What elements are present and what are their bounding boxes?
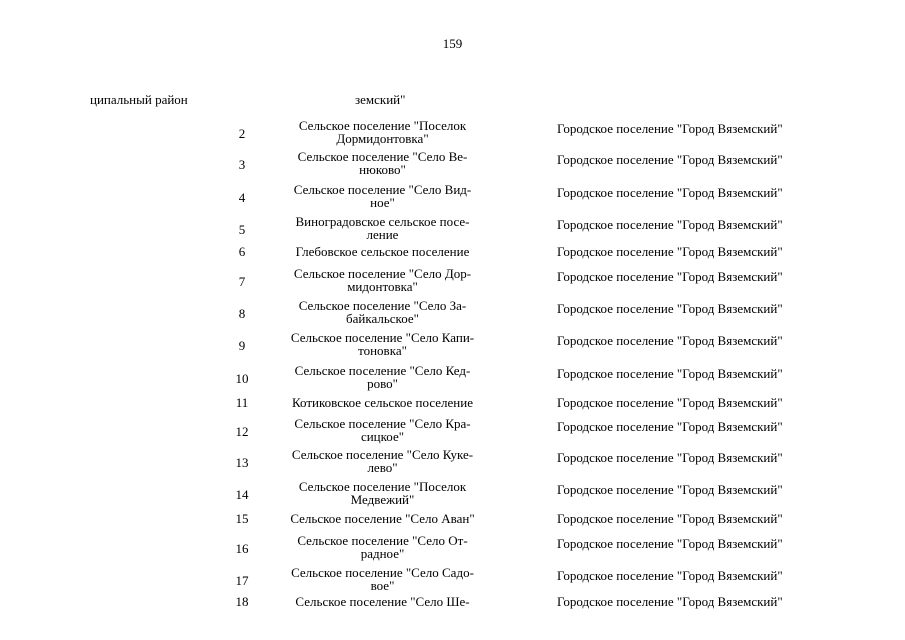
settlement-name-line: Сельское поселение "Поселок [298, 479, 467, 494]
settlement-name-line: ление [366, 227, 399, 242]
settlement-name-line: Медвежий" [350, 492, 415, 507]
settlement-name [275, 267, 490, 293]
settlement-name-line: сицкое" [360, 429, 405, 444]
settlement-name-fragment: земский" [355, 92, 406, 107]
row-number: 3 [238, 157, 246, 172]
settlement-name [275, 448, 490, 474]
row-number: 6 [238, 244, 246, 259]
merged-into-settlement: Городское поселение "Город Вяземский" [557, 594, 783, 609]
merged-into-settlement: Городское поселение "Город Вяземский" [557, 301, 783, 316]
settlement-name-line: вое" [370, 578, 395, 593]
settlement-name [275, 119, 490, 145]
row-number: 17 [235, 573, 249, 588]
settlement-name-line: Сельское поселение "Село Кра- [294, 416, 471, 431]
settlement-name-line: Сельское поселение "Село Ше- [295, 594, 470, 609]
settlement-name-line: мидонтовка" [347, 279, 418, 294]
settlement-name [275, 331, 490, 357]
merged-into-settlement: Городское поселение "Город Вяземский" [557, 269, 783, 284]
settlement-name-line: Сельское поселение "Село Кед- [294, 363, 471, 378]
merged-into-settlement: Городское поселение "Город Вяземский" [557, 419, 783, 434]
settlement-name-line: Сельское поселение "Село От- [297, 533, 468, 548]
settlement-name-line: Дормидонтовка" [336, 131, 429, 146]
settlement-name-line: Сельское поселение "Село Садо- [291, 565, 474, 580]
settlement-name-line: Сельское поселение "Село Капи- [290, 330, 475, 345]
settlement-name-line: лево" [367, 460, 398, 475]
row-number: 7 [238, 274, 246, 289]
merged-into-settlement: Городское поселение "Город Вяземский" [557, 366, 783, 381]
settlement-name-line: Сельское поселение "Село За- [298, 298, 467, 313]
settlement-name-line: рово" [367, 376, 398, 391]
settlement-name-line: Котиковское сельское поселение [292, 395, 473, 410]
merged-into-settlement: Городское поселение "Город Вяземский" [557, 333, 783, 348]
merged-into-settlement: Городское поселение "Город Вяземский" [557, 536, 783, 551]
row-number: 11 [235, 395, 249, 410]
settlement-name [275, 364, 490, 390]
settlement-name-line: радное" [360, 546, 405, 561]
row-number: 4 [238, 190, 246, 205]
settlement-name [275, 566, 490, 592]
merged-into-settlement: Городское поселение "Город Вяземский" [557, 395, 783, 410]
settlement-name [275, 245, 490, 258]
merged-into-settlement: Городское поселение "Город Вяземский" [557, 185, 783, 200]
merged-into-settlement: Городское поселение "Город Вяземский" [557, 511, 783, 526]
settlement-name [275, 396, 490, 409]
row-number: 15 [235, 511, 249, 526]
merged-into-settlement: Городское поселение "Город Вяземский" [557, 482, 783, 497]
settlement-name-line: Сельское поселение "Село Дор- [293, 266, 472, 281]
settlement-name [275, 595, 490, 608]
merged-into-settlement: Городское поселение "Город Вяземский" [557, 244, 783, 259]
settlement-name [275, 417, 490, 443]
settlement-name [275, 534, 490, 560]
settlement-name [275, 480, 490, 506]
merged-into-settlement: Городское поселение "Город Вяземский" [557, 121, 783, 136]
settlement-name [275, 299, 490, 325]
page-number: 159 [442, 36, 463, 51]
merged-into-settlement: Городское поселение "Город Вяземский" [557, 450, 783, 465]
row-number: 16 [235, 541, 249, 556]
settlement-name-line: нюково" [359, 162, 406, 177]
settlement-name-line: Виноградовское сельское посе- [295, 214, 470, 229]
settlement-name [275, 512, 490, 525]
settlement-name-line: Сельское поселение "Село Вид- [293, 182, 472, 197]
district-name-fragment: ципальный район [90, 92, 188, 107]
settlement-name-line: ное" [370, 195, 395, 210]
row-number: 13 [235, 455, 249, 470]
row-number: 9 [238, 338, 246, 353]
settlement-name [275, 183, 490, 209]
row-number: 14 [235, 487, 249, 502]
row-number: 2 [238, 126, 246, 141]
row-number: 8 [238, 306, 246, 321]
settlement-name-line: Сельское поселение "Село Куке- [291, 447, 474, 462]
settlement-name-line: Сельское поселение "Село Ве- [297, 149, 468, 164]
row-number: 12 [235, 424, 249, 439]
settlement-name-line: тоновка" [358, 343, 407, 358]
settlement-name [275, 150, 490, 176]
settlement-name-line: Сельское поселение "Село Аван" [290, 511, 475, 526]
settlement-name [275, 215, 490, 241]
merged-into-settlement: Городское поселение "Город Вяземский" [557, 217, 783, 232]
row-number: 18 [235, 594, 249, 609]
merged-into-settlement: Городское поселение "Город Вяземский" [557, 152, 783, 167]
settlement-name-line: Сельское поселение "Поселок [298, 118, 467, 133]
settlement-name-line: байкальское" [346, 311, 419, 326]
merged-into-settlement: Городское поселение "Город Вяземский" [557, 568, 783, 583]
row-number: 5 [238, 222, 246, 237]
settlement-name-line: Глебовское сельское поселение [295, 244, 470, 259]
row-number: 10 [235, 371, 249, 386]
